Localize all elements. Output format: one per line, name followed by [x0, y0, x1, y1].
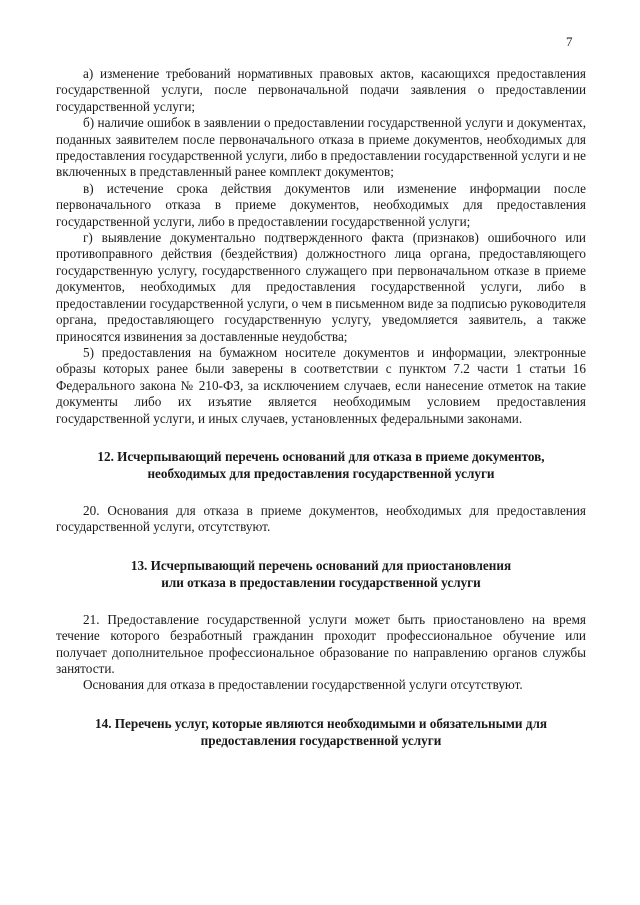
section-13-heading [56, 557, 586, 591]
paragraph-g: г) выявление документально подтвержденного факта (признаков) ошибочного или противоправного действия (бездействия) должностного лица органа, предоставляющего государственную услугу, государственного служащего при первоначальном отказе в приеме документов, необходимых для предоставления государственной услуги, либо в предоставлении государственной услуги, о чем в письменном виде за подписью руководителя органа, предоставляющего государственную услугу, уведомляется заявитель, а также приносятся извинения за доставленные неудобства; [56, 230, 586, 344]
paragraph-5: 5) предоставления на бумажном носителе документов и информации, электронные образы которых ранее были заверены в соответствии с пунктом 7.2 части 1 статьи 16 Федерального закона № 210-ФЗ, за исключением случаев, если нанесение отметок на такие документы либо их изъятие является необходимым условием предоставления государственной услуги, и иных случаев, установленных федеральными законами. [56, 344, 586, 426]
paragraph-20: 20. Основания для отказа в приеме документов, необходимых для предоставления государственной услуги, отсутствуют. [56, 502, 586, 535]
paragraph-21: 21. Предоставление государственной услуги может быть приостановлено на время течение которого безработный гражданин проходит профессиональное обучение или получает дополнительное профессиональное образование по направлению органов службы занятости. [56, 611, 586, 676]
paragraph-21-refusal: Основания для отказа в предоставлении государственной услуги отсутствуют. [83, 677, 523, 693]
section-14-heading-line1: 14. Перечень услуг, которые являются необходимыми и обязательными для [95, 715, 547, 731]
paragraph-v: в) истечение срока действия документов или изменение информации после первоначального отказа в приеме документов, необходимых для предоставления государственной услуги, либо в предоставлении государственной услуги; [56, 180, 586, 229]
section-13-heading-line2: или отказа в предоставлении государственной услуги [161, 574, 481, 590]
section-12-heading-line1: 12. Исчерпывающий перечень оснований для отказа в приеме документов, [97, 448, 545, 464]
section-13-heading-line1: 13. Исчерпывающий перечень оснований для приостановления [130, 557, 512, 573]
document-body [56, 66, 586, 770]
section-12-heading [56, 448, 586, 482]
section-14-heading-line2: предоставления государственной услуги [200, 732, 442, 748]
paragraph-b: б) наличие ошибок в заявлении о предоставлении государственной услуги и документах, поданных заявителем после первоначального отказа в приеме документов, необходимых для предоставления государственной услуги, либо в предоставлении государственной услуги и не включенных в представленный ранее комплект документов; [56, 115, 586, 180]
paragraph-a: а) изменение требований нормативных правовых актов, касающихся предоставления государственной услуги, после первоначальной подачи заявления о предоставлении государственной услуги; [56, 66, 586, 114]
section-14-heading [56, 715, 586, 749]
page-number: 7 [566, 34, 573, 49]
section-12-heading-line2: необходимых для предоставления государственной услуги [147, 465, 495, 481]
